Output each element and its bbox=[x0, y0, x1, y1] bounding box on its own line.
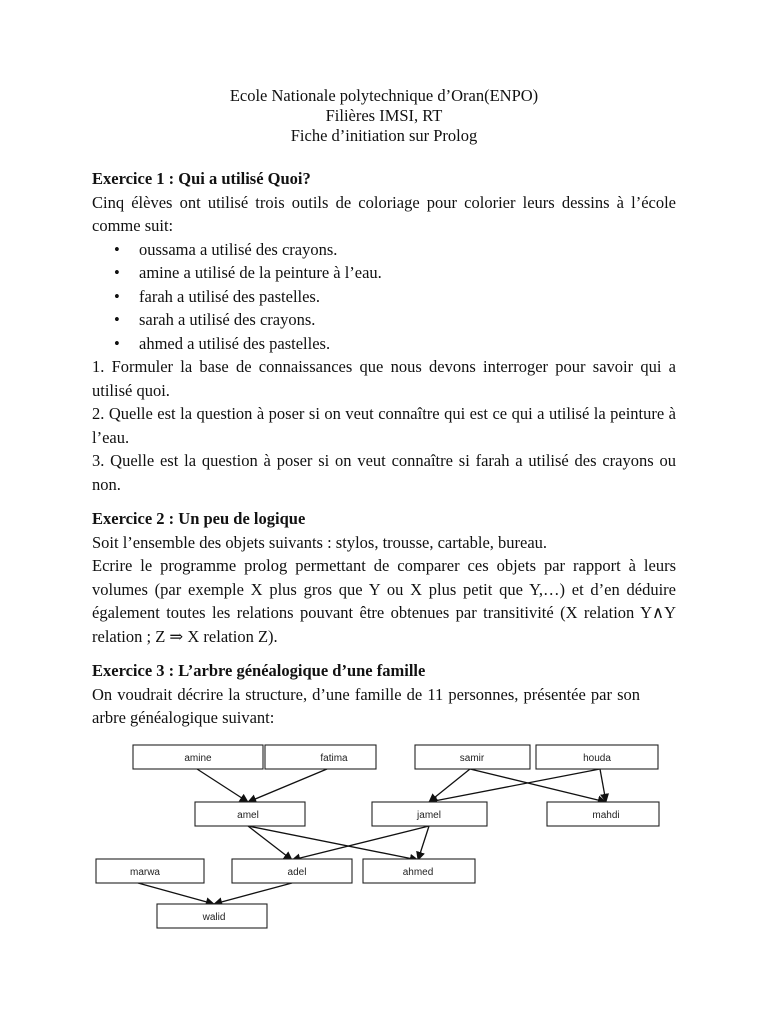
bullet-icon: • bbox=[114, 263, 120, 282]
node-label: amel bbox=[237, 810, 259, 821]
exercise-1-intro: Cinq élèves ont utilisé trois outils de coloriage pour colorier leurs dessins à l’école comme suit: bbox=[92, 192, 676, 235]
node-label: ahmed bbox=[402, 867, 434, 878]
edge-marwa-walid bbox=[138, 883, 214, 904]
family-tree-diagram bbox=[90, 738, 670, 938]
edge-jamel-adel bbox=[292, 826, 429, 860]
exercise-2-title: Exercice 2 : Un peu de logique bbox=[92, 509, 306, 528]
edge-samir-mahdi bbox=[470, 769, 606, 802]
edge-fatima-amel bbox=[248, 769, 327, 802]
exercise-3 bbox=[92, 659, 640, 730]
node-label: jamel bbox=[417, 810, 441, 821]
school-name: Ecole Nationale polytechnique d’Oran(ENPO) bbox=[229, 86, 539, 105]
node-label: adel bbox=[287, 867, 307, 878]
question-3: 3. Quelle est la question à poser si on veut connaître si farah a utilisé des crayons ou non. bbox=[92, 451, 676, 494]
node-samir bbox=[415, 745, 530, 769]
node-label: fatima bbox=[320, 753, 348, 764]
exercise-2-objects: Soit l’ensemble des objets suivants : stylos, trousse, cartable, bureau. bbox=[92, 532, 548, 552]
node-ahmed bbox=[363, 859, 475, 883]
edge-houda-mahdi bbox=[600, 769, 606, 802]
bullet-icon: • bbox=[114, 239, 120, 259]
exercise-1 bbox=[92, 167, 676, 496]
edge-amel-adel bbox=[248, 826, 292, 860]
list-item: • ahmed a utilisé des pastelles. bbox=[92, 332, 676, 356]
list-item: • sarah a utilisé des crayons. bbox=[92, 308, 676, 332]
node-amel bbox=[195, 802, 305, 826]
list-item: • farah a utilisé des pastelles. bbox=[92, 285, 676, 309]
node-label: samir bbox=[459, 753, 485, 764]
usage-list bbox=[92, 238, 676, 356]
exercise-1-title: Exercice 1 : Qui a utilisé Quoi? bbox=[92, 169, 311, 188]
bullet-icon: • bbox=[114, 310, 120, 329]
edge-amel-ahmed bbox=[248, 826, 418, 860]
node-label: walid bbox=[202, 912, 226, 923]
programs-line: Filières IMSI, RT bbox=[325, 106, 443, 125]
question-2: 2. Quelle est la question à poser si on veut connaître qui est ce qui a utilisé la peinture à l’eau. bbox=[92, 404, 676, 447]
edge-jamel-ahmed bbox=[418, 826, 429, 860]
node-fatima bbox=[265, 745, 376, 769]
exercise-3-title: Exercice 3 : L’arbre généalogique d’une famille bbox=[92, 661, 426, 680]
sheet-title: Fiche d’initiation sur Prolog bbox=[290, 126, 478, 145]
list-item: • amine a utilisé de la peinture à l’eau. bbox=[92, 261, 676, 285]
list-item: • oussama a utilisé des crayons. bbox=[92, 238, 676, 262]
edge-samir-jamel bbox=[429, 769, 470, 802]
edge-houda-jamel bbox=[429, 769, 600, 802]
node-label: houda bbox=[583, 753, 611, 764]
exercise-2 bbox=[92, 507, 676, 648]
node-label: amine bbox=[184, 753, 212, 764]
node-marwa bbox=[96, 859, 204, 883]
node-adel bbox=[232, 859, 352, 883]
node-walid bbox=[157, 904, 267, 928]
node-mahdi bbox=[547, 802, 659, 826]
node-houda bbox=[536, 745, 658, 769]
node-label: mahdi bbox=[592, 810, 620, 821]
edge-adel-walid bbox=[214, 883, 292, 904]
exercise-3-intro: On voudrait décrire la structure, d’une famille de 11 personnes, présentée par son arbre généalogique suivant: bbox=[92, 684, 640, 727]
question-1: 1. Formuler la base de connaissances que nous devons interroger pour savoir qui a utilisé quoi. bbox=[92, 357, 676, 400]
bullet-icon: • bbox=[114, 286, 120, 306]
node-jamel bbox=[372, 802, 487, 826]
bullet-icon: • bbox=[114, 333, 120, 353]
exercise-2-statement: Ecrire le programme prolog permettant de comparer ces objets par rapport à leurs volumes (par exemple X plus gros que Y ou X plus petit que Y,…) et d’en déduire également toutes les relations pouvant être obtenues par transitivité (X relation Y∧Y relation ; Z ⇒ X relation Z). bbox=[92, 556, 676, 646]
node-label: marwa bbox=[129, 867, 161, 878]
document-header bbox=[0, 86, 768, 146]
node-amine bbox=[133, 745, 263, 769]
edge-amine-amel bbox=[197, 769, 248, 802]
